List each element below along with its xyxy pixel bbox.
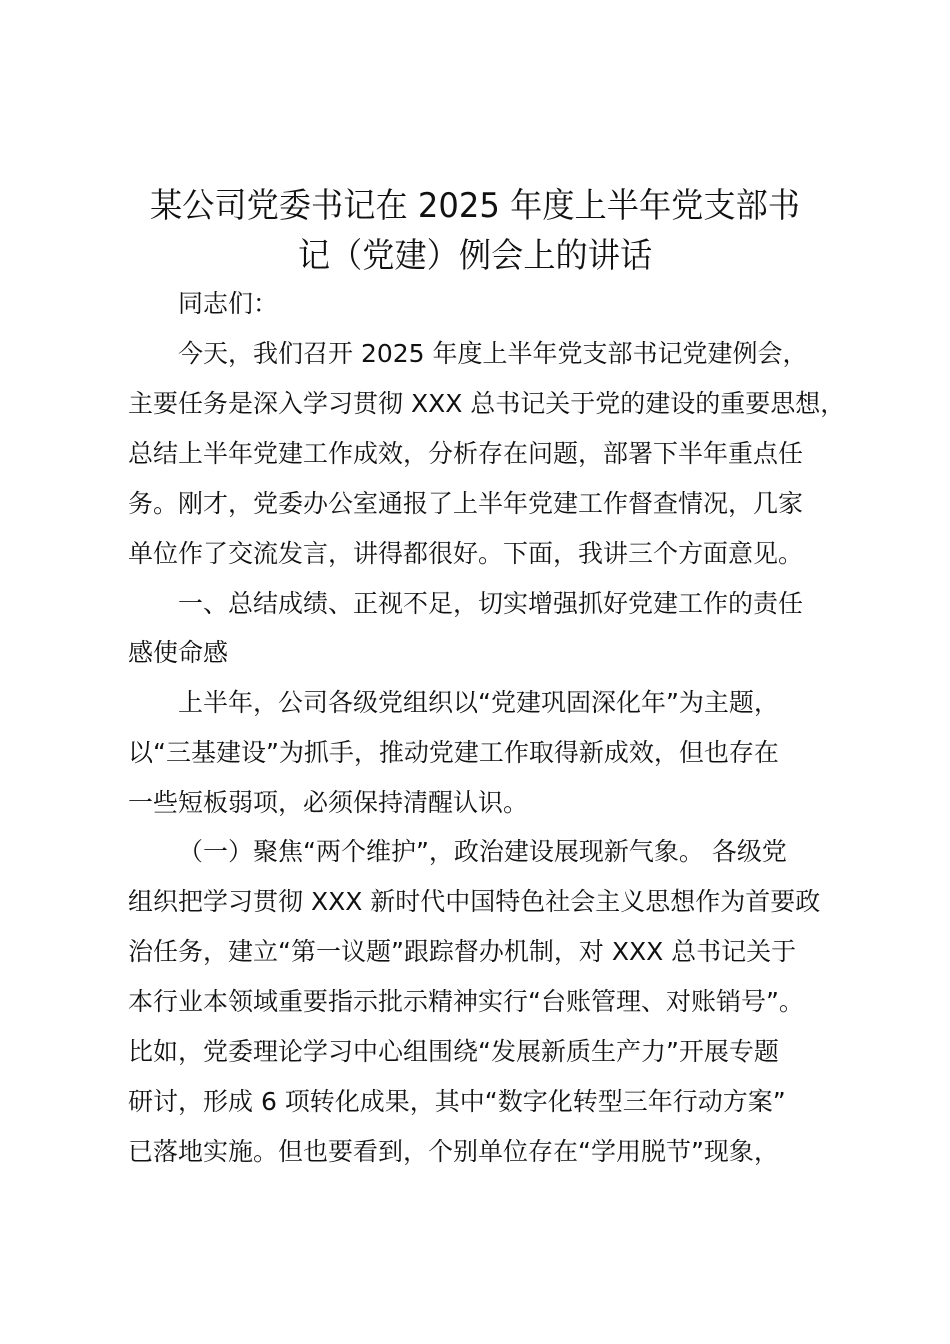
body-line: 今天，我们召开 2025 年度上半年党支部书记党建例会， [178,339,808,368]
body-line: 比如，党委理论学习中心组围绕“发展新质生产力”开展专题 [128,1037,779,1066]
salutation: 同志们： [178,289,279,318]
body-line: 主要任务是深入学习贯彻 XXX 总书记关于党的建设的重要思想， [128,389,846,418]
body-line: 上半年，公司各级党组织以“党建巩固深化年”为主题， [178,688,779,717]
body-line: 务。刚才，党委办公室通报了上半年党建工作督查情况，几家 [128,489,804,518]
body-line: 一些短板弱项，必须保持清醒认识。 [128,788,529,817]
subsection-line: （一）聚焦“两个维护”，政治建设展现新气象。 各级党 [178,837,787,866]
body-line: 已落地实施。但也要看到，个别单位存在“学用脱节”现象， [128,1137,779,1166]
body-line: 本行业本领域重要指示批示精神实行“台账管理、对账销号”。 [128,987,804,1016]
body-line: 总结上半年党建工作成效，分析存在问题，部署下半年重点任 [128,439,804,468]
section-heading-line: 一、总结成绩、正视不足，切实增强抓好党建工作的责任 [178,589,804,618]
document-title-line-1: 某公司党委书记在 2025 年度上半年党支部书 [149,186,801,226]
body-line: 单位作了交流发言，讲得都很好。下面，我讲三个方面意见。 [128,539,804,568]
section-heading-line: 感使命感 [128,638,229,667]
body-line: 研讨，形成 6 项转化成果，其中“数字化转型三年行动方案” [128,1087,786,1116]
body-line: 以“三基建设”为抓手，推动党建工作取得新成效，但也存在 [128,738,779,767]
body-line: 治任务，建立“第一议题”跟踪督办机制，对 XXX 总书记关于 [128,937,797,966]
body-line: 组织把学习贯彻 XXX 新时代中国特色社会主义思想作为首要政 [128,887,821,916]
document-title-line-2: 记（党建）例会上的讲话 [297,236,653,276]
